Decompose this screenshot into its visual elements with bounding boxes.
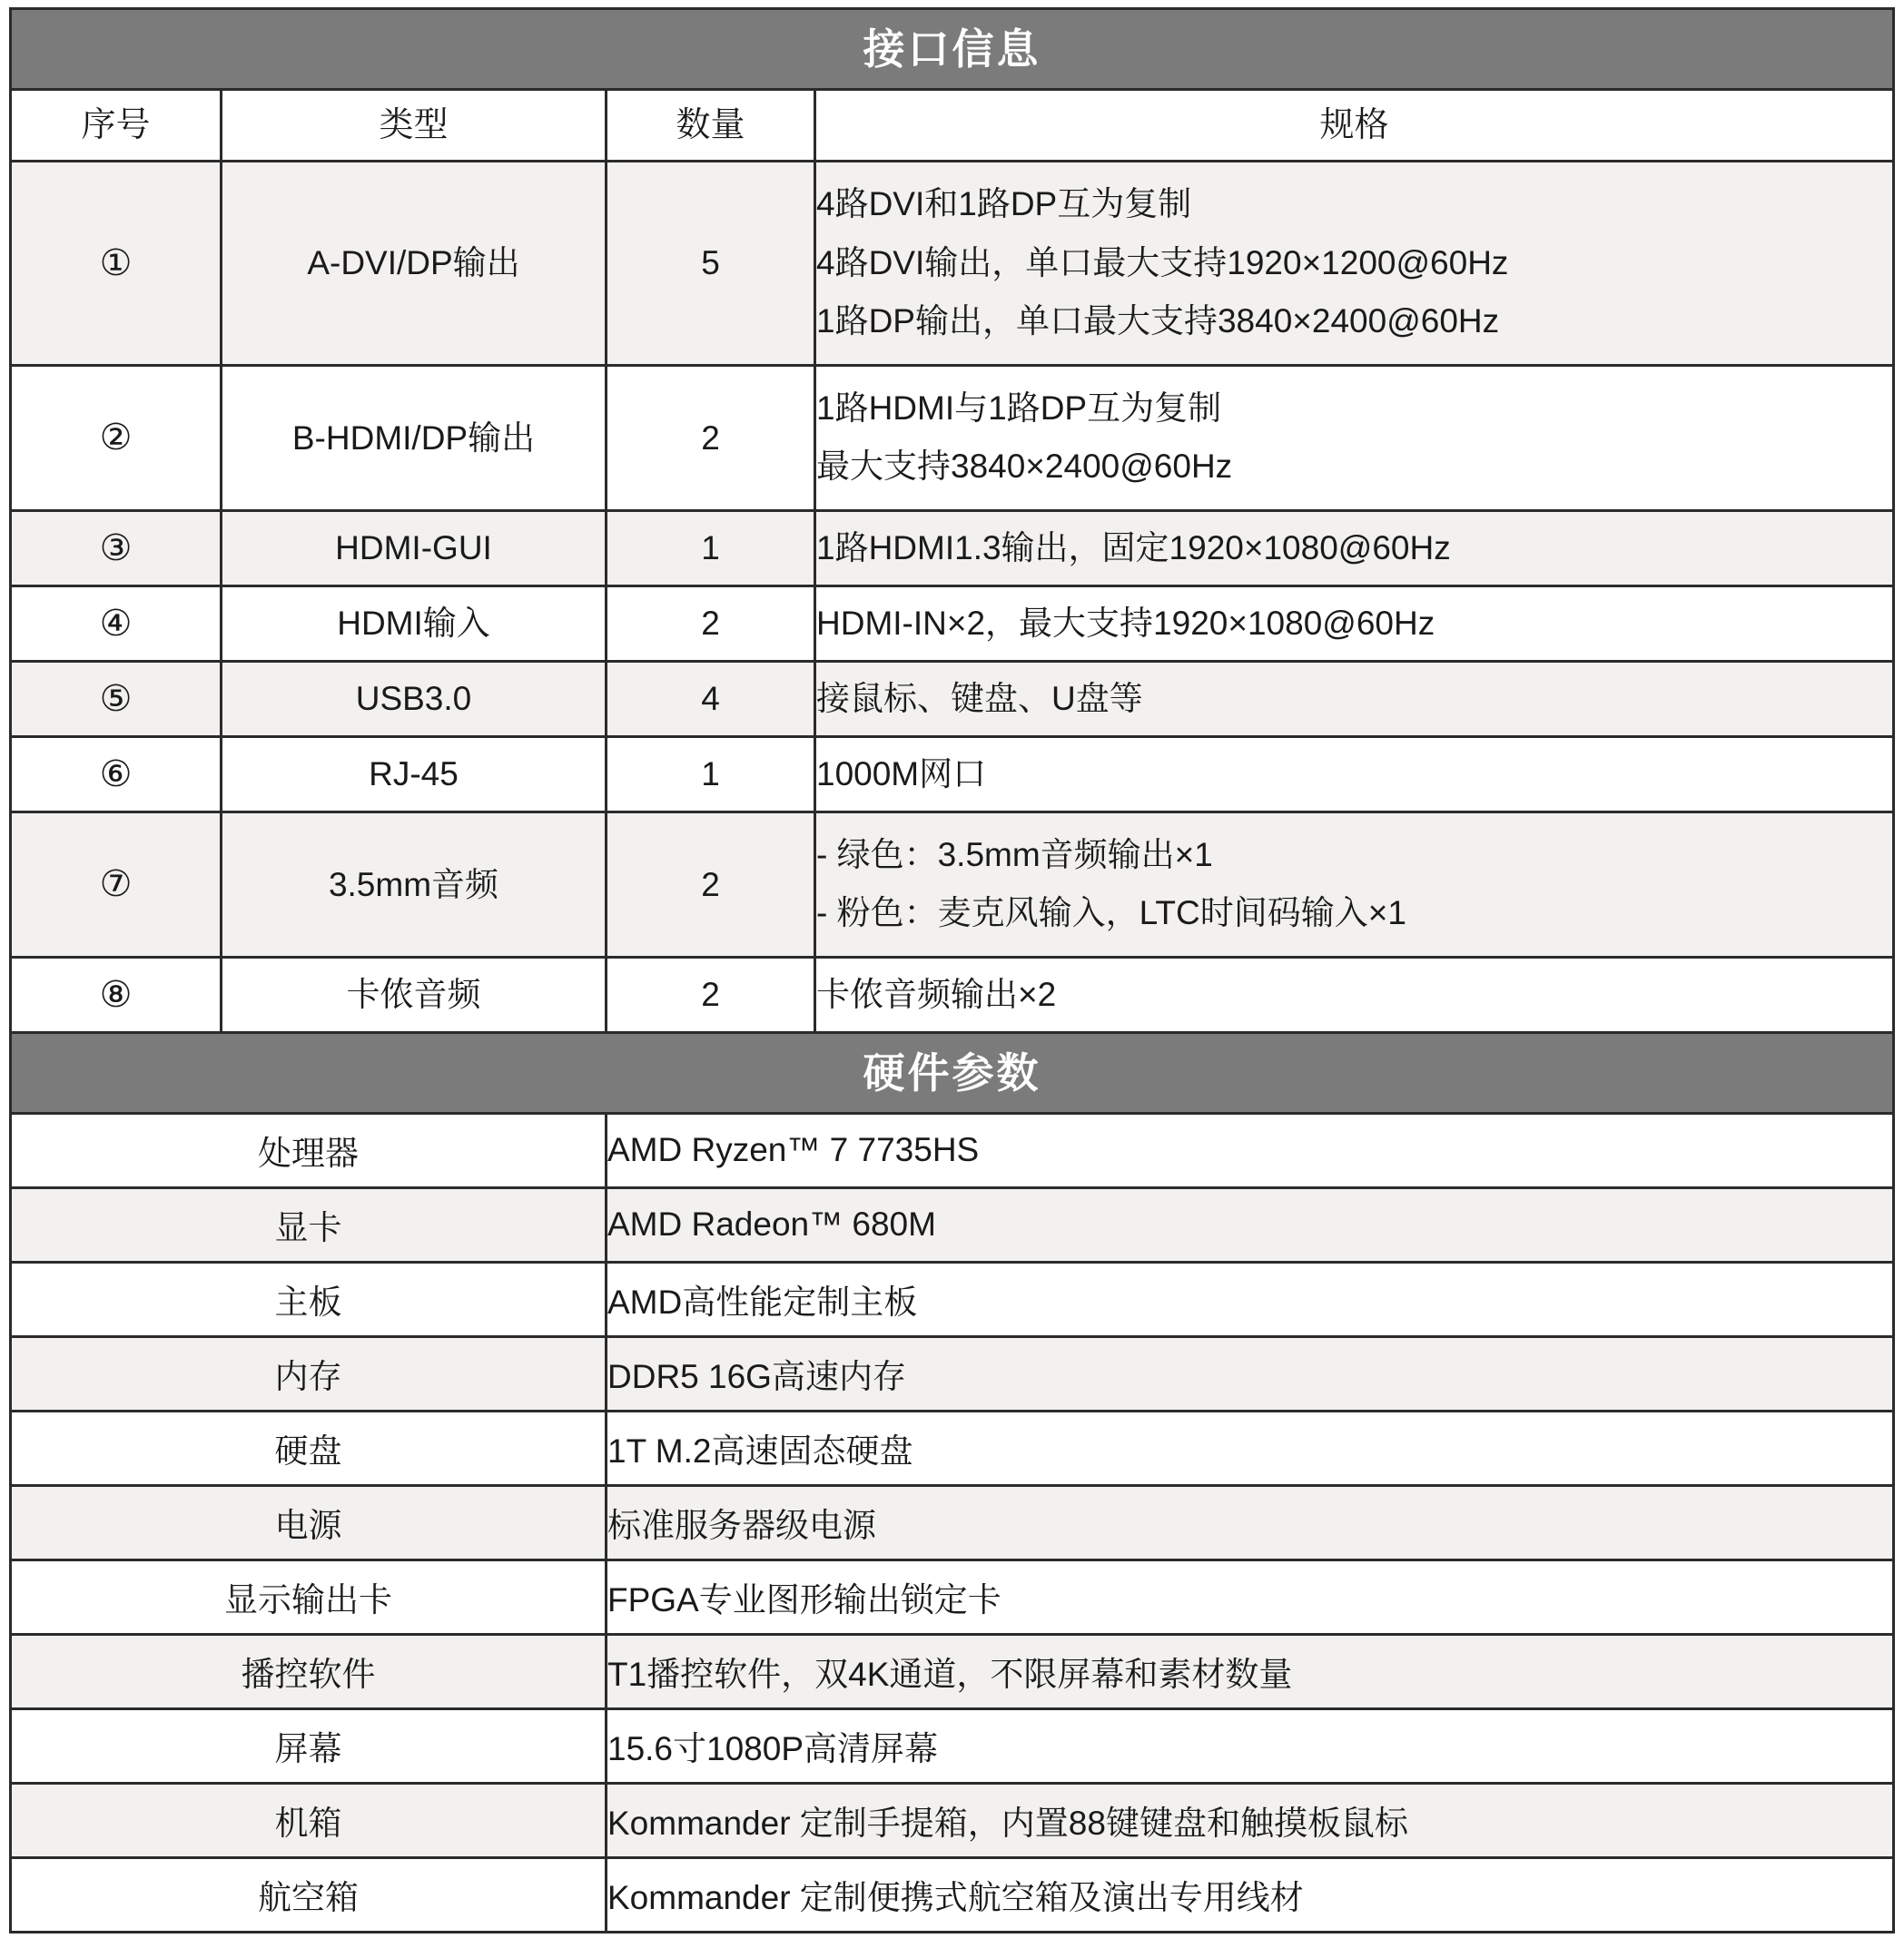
- row-spec: 1路HDMI1.3输出，固定1920×1080@60Hz: [815, 510, 1894, 585]
- hardware-value: Kommander 定制手提箱，内置88键键盘和触摸板鼠标: [607, 1783, 1894, 1857]
- hardware-label: 显卡: [11, 1187, 607, 1262]
- row-type: RJ-45: [222, 736, 607, 812]
- row-quantity: 5: [607, 162, 815, 366]
- table-row: [11, 162, 1894, 366]
- hardware-section-title: 硬件参数: [11, 1032, 1894, 1113]
- table-row: [11, 1783, 1894, 1857]
- hardware-value: DDR5 16G高速内存: [607, 1336, 1894, 1411]
- row-index: ⑥: [11, 736, 222, 812]
- column-header-spec: 规格: [815, 90, 1894, 162]
- interface-section-title: 接口信息: [11, 9, 1894, 90]
- hardware-label: 播控软件: [11, 1634, 607, 1708]
- spec-line: - 粉色：麦克风输入，LTC时间码输入×1: [816, 894, 1406, 932]
- hardware-label: 电源: [11, 1485, 607, 1560]
- table-row: [11, 1336, 1894, 1411]
- row-spec: [815, 162, 1894, 366]
- spec-line: 4路DVI和1路DP互为复制: [816, 185, 1192, 222]
- row-type: USB3.0: [222, 661, 607, 736]
- table-row: [11, 1857, 1894, 1932]
- hardware-value: AMD Ryzen™ 7 7735HS: [607, 1113, 1894, 1187]
- table-row: [11, 1634, 1894, 1708]
- row-spec: [815, 365, 1894, 510]
- table-row: [11, 1485, 1894, 1560]
- row-spec: 接鼠标、键盘、U盘等: [815, 661, 1894, 736]
- row-quantity: 2: [607, 365, 815, 510]
- row-index: ⑤: [11, 661, 222, 736]
- hardware-value: Kommander 定制便携式航空箱及演出专用线材: [607, 1857, 1894, 1932]
- row-index: ①: [11, 162, 222, 366]
- column-header-type: 类型: [222, 90, 607, 162]
- spec-line: - 绿色：3.5mm音频输出×1: [816, 835, 1213, 873]
- row-index: ④: [11, 585, 222, 661]
- row-spec: 卡侬音频输出×2: [815, 957, 1894, 1032]
- table-row: [11, 1708, 1894, 1783]
- row-quantity: 4: [607, 661, 815, 736]
- row-quantity: 1: [607, 736, 815, 812]
- hardware-value: T1播控软件，双4K通道，不限屏幕和素材数量: [607, 1634, 1894, 1708]
- table-row: [11, 510, 1894, 585]
- row-type: HDMI-GUI: [222, 510, 607, 585]
- spec-line: 1路HDMI与1路DP互为复制: [816, 389, 1222, 427]
- table-row: [11, 1113, 1894, 1187]
- row-type: A-DVI/DP输出: [222, 162, 607, 366]
- table-row: [11, 1262, 1894, 1336]
- table-row: [11, 1560, 1894, 1634]
- hardware-value: AMD Radeon™ 680M: [607, 1187, 1894, 1262]
- table-row: [11, 1411, 1894, 1485]
- row-index: ②: [11, 365, 222, 510]
- hardware-label: 主板: [11, 1262, 607, 1336]
- hardware-label: 硬盘: [11, 1411, 607, 1485]
- hardware-label: 屏幕: [11, 1708, 607, 1783]
- table-row: [11, 736, 1894, 812]
- hardware-value: FPGA专业图形输出锁定卡: [607, 1560, 1894, 1634]
- spec-line: 4路DVI输出，单口最大支持1920×1200@60Hz: [816, 243, 1509, 281]
- table-row: [11, 957, 1894, 1032]
- hardware-label: 处理器: [11, 1113, 607, 1187]
- table-row: [11, 365, 1894, 510]
- row-spec: 1000M网口: [815, 736, 1894, 812]
- table-row: [11, 812, 1894, 957]
- row-spec: [815, 812, 1894, 957]
- specification-table: [9, 7, 1895, 1933]
- row-quantity: 2: [607, 957, 815, 1032]
- row-type: HDMI输入: [222, 585, 607, 661]
- row-spec: HDMI-IN×2，最大支持1920×1080@60Hz: [815, 585, 1894, 661]
- hardware-band-row: [11, 1032, 1894, 1113]
- hardware-label: 内存: [11, 1336, 607, 1411]
- hardware-label: 机箱: [11, 1783, 607, 1857]
- row-index: ⑦: [11, 812, 222, 957]
- hardware-value: 标准服务器级电源: [607, 1485, 1894, 1560]
- column-header-index: 序号: [11, 90, 222, 162]
- table-row: [11, 1187, 1894, 1262]
- hardware-label: 航空箱: [11, 1857, 607, 1932]
- hardware-label: 显示输出卡: [11, 1560, 607, 1634]
- table-row: [11, 661, 1894, 736]
- interface-header-row: [11, 90, 1894, 162]
- column-header-quantity: 数量: [607, 90, 815, 162]
- hardware-value: 1T M.2高速固态硬盘: [607, 1411, 1894, 1485]
- hardware-value: 15.6寸1080P高清屏幕: [607, 1708, 1894, 1783]
- row-type: B-HDMI/DP输出: [222, 365, 607, 510]
- row-index: ⑧: [11, 957, 222, 1032]
- row-type: 3.5mm音频: [222, 812, 607, 957]
- row-type: 卡侬音频: [222, 957, 607, 1032]
- row-quantity: 2: [607, 812, 815, 957]
- row-quantity: 2: [607, 585, 815, 661]
- table-row: [11, 585, 1894, 661]
- spec-line: 最大支持3840×2400@60Hz: [816, 448, 1233, 486]
- row-quantity: 1: [607, 510, 815, 585]
- spec-line: 1路DP输出，单口最大支持3840×2400@60Hz: [816, 302, 1500, 340]
- hardware-value: AMD高性能定制主板: [607, 1262, 1894, 1336]
- row-index: ③: [11, 510, 222, 585]
- interface-band-row: [11, 9, 1894, 90]
